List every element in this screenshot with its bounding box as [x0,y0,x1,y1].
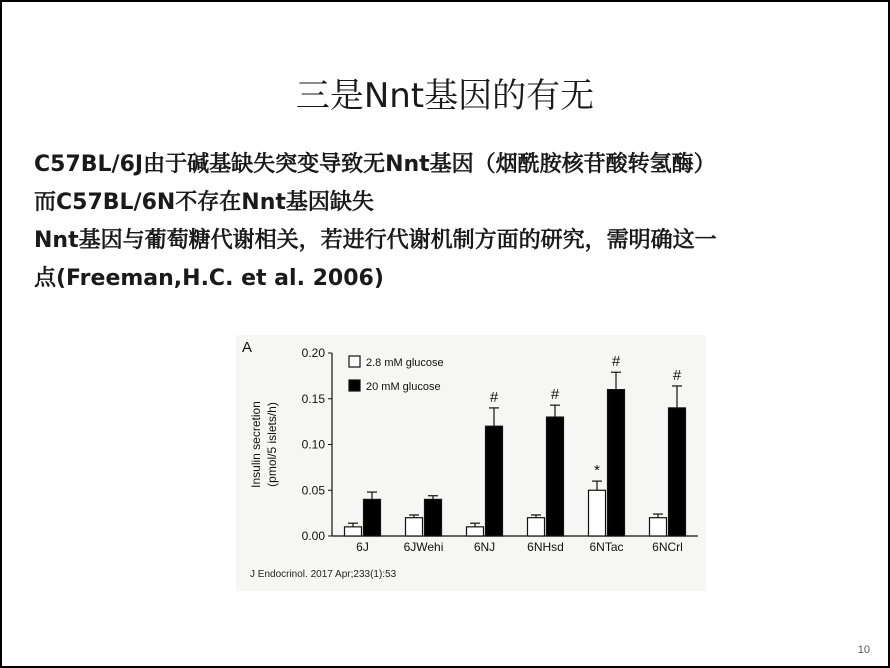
body-line: Nnt基因与葡萄糖代谢相关，若进行代谢机制方面的研究，需明确这一 [34,228,717,253]
significance-mark: # [489,388,499,406]
bar [467,527,484,536]
bar-chart [236,335,706,565]
slide-title: 三是Nnt基因的有无 [295,76,595,116]
y-axis-title: (pmol/5 islets/h) [265,402,279,487]
bar [486,426,503,536]
x-tick-label: 6J [356,540,369,554]
significance-mark: # [611,353,621,371]
bar [547,417,564,536]
bar [650,518,667,536]
body-line: 点(Freeman,H.C. et al. 2006) [34,266,384,291]
body-line: C57BL/6J由于碱基缺失突变导致无Nnt基因（烟酰胺核苷酸转氢酶） [34,152,716,177]
y-tick-label: 0.05 [301,483,325,498]
figure-caption: J Endocrinol. 2017 Apr;233(1):53 [250,569,397,580]
y-tick-label: 0.15 [301,391,325,406]
significance-mark: # [550,386,560,404]
y-tick-label: 0.00 [301,529,325,543]
page-number: 10 [857,644,870,656]
bar [669,408,686,536]
x-tick-label: 6NJ [473,540,496,554]
x-tick-label: 6NTac [589,540,624,554]
x-tick-label: 6JWehi [403,540,444,554]
legend-swatch [349,356,360,367]
chart-figure [236,335,706,591]
x-tick-label: 6NCrl [652,540,683,554]
bar [608,390,625,536]
body-line: 而C57BL/6N不存在Nnt基因缺失 [34,190,374,215]
significance-mark: # [672,366,682,384]
bar [425,499,442,536]
legend-label: 20 mM glucose [366,381,441,393]
x-tick-label: 6NHsd [527,540,564,554]
bar [406,518,423,536]
panel-label: A [242,339,253,356]
legend-label: 2.8 mM glucose [366,357,444,369]
bar [345,527,362,536]
bar [589,490,606,536]
bar [528,518,545,536]
y-tick-label: 0.20 [301,346,325,360]
y-tick-label: 0.10 [301,437,325,452]
legend-swatch [349,380,360,391]
significance-mark: * [594,462,600,480]
y-axis-title: Insulin secretion [249,401,263,488]
slide-body [34,146,874,298]
bar [364,499,381,536]
